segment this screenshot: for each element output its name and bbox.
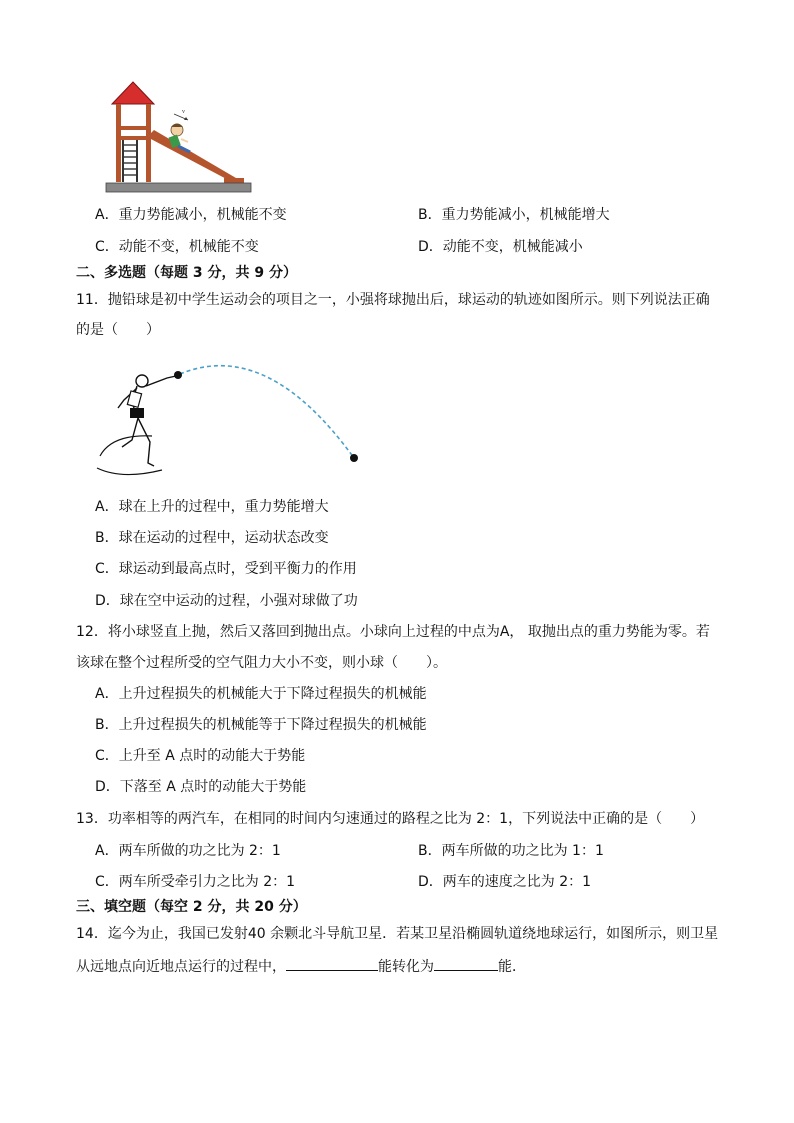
q14-blank-1[interactable] (286, 955, 378, 971)
q11-option-c: C．球运动到最高点时，受到平衡力的作用 (95, 561, 357, 577)
q14-text-a: 从远地点向近地点运行的过程中， (76, 959, 286, 975)
q13-option-c: C．两车所受牵引力之比为 2：1 (95, 874, 296, 890)
q11-option-b: B．球在运动的过程中，运动状态改变 (95, 530, 329, 546)
q12-stem-line1: 12．将小球竖直上抛，然后又落回到抛出点。小球向上过程的中点为A， 取抛出点的重力势能为零。若 (76, 624, 710, 640)
q14-stem-line1: 14．迄今为止，我国已发射40 余颗北斗导航卫星．若某卫星沿椭圆轨道绕地球运行，如图所示，则卫星 (76, 926, 719, 942)
q10-option-d: D．动能不变，机械能减小 (418, 239, 583, 255)
q11-stem-line2: 的是（ ） (76, 322, 160, 338)
q12-option-d: D．下落至 A 点时的动能大于势能 (95, 779, 307, 795)
q11-stem-line1: 11．抛铅球是初中学生运动会的项目之一，小强将球抛出后，球运动的轨迹如图所示。则下列说法正确 (76, 292, 710, 308)
slide-figure (104, 80, 254, 195)
q11-option-d: D．球在空中运动的过程，小强对球做了功 (95, 593, 358, 609)
q14-text-c: 能． (498, 959, 526, 975)
q10-option-b: B．重力势能减小，机械能增大 (418, 207, 610, 223)
q14-blank-2[interactable] (434, 955, 498, 971)
q13-stem: 13．功率相等的两汽车，在相同的时间内匀速通过的路程之比为 2：1，下列说法中正确的是（ ） (76, 811, 705, 827)
q13-option-a: A．两车所做的功之比为 2：1 (95, 843, 281, 859)
q13-option-b: B．两车所做的功之比为 1：1 (418, 843, 604, 859)
q14-text-b: 能转化为 (378, 959, 434, 975)
q12-option-a: A．上升过程损失的机械能大于下降过程损失的机械能 (95, 686, 427, 702)
q11-option-a: A．球在上升的过程中，重力势能增大 (95, 499, 329, 515)
shot-put-figure (92, 348, 372, 483)
section3-title: 三、填空题（每空 2 分，共 20 分） (76, 899, 307, 915)
q14-stem-line2 (76, 955, 526, 977)
q10-option-c: C．动能不变，机械能不变 (95, 239, 259, 255)
q12-option-c: C．上升至 A 点时的动能大于势能 (95, 748, 306, 764)
q12-stem-line2: 该球在整个过程所受的空气阻力大小不变，则小球（ ）。 (76, 655, 447, 671)
q12-option-b: B．上升过程损失的机械能等于下降过程损失的机械能 (95, 717, 427, 733)
q13-option-d: D．两车的速度之比为 2：1 (418, 874, 592, 890)
svg-text:v: v (182, 109, 185, 115)
q10-option-a: A．重力势能减小，机械能不变 (95, 207, 287, 223)
section2-title: 二、多选题（每题 3 分，共 9 分） (76, 265, 297, 281)
